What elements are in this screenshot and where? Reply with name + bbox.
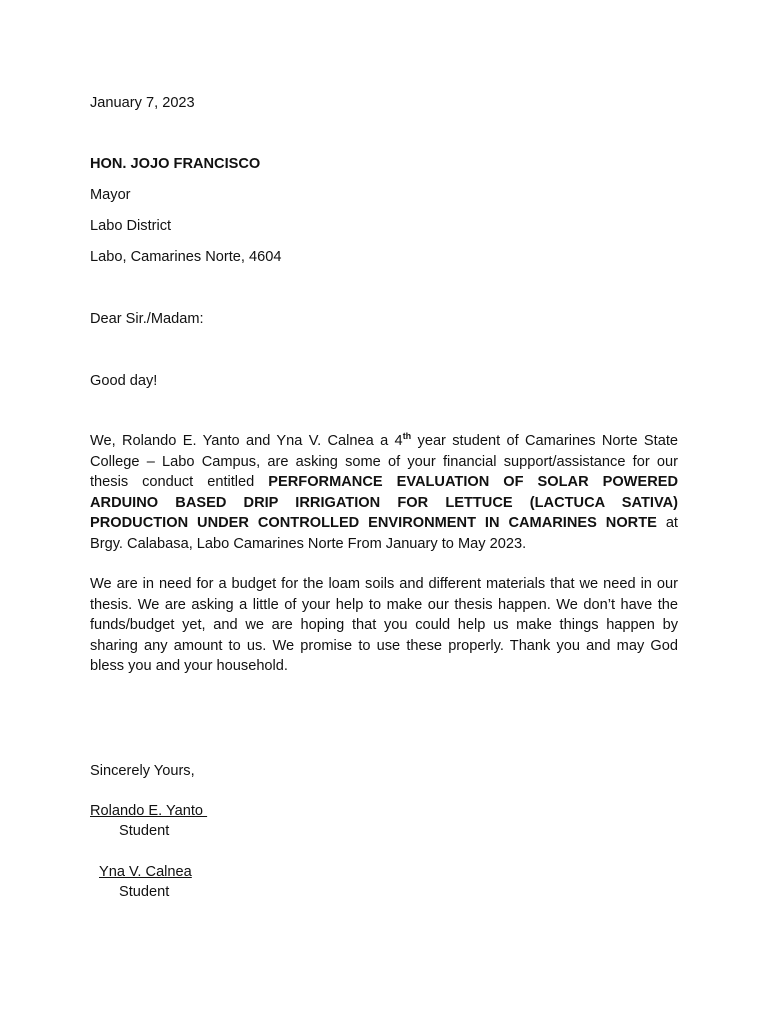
signatory-2-role: Student (119, 884, 170, 900)
signatory-2-name: Yna V. Calnea (99, 864, 192, 880)
ordinal-suffix: th (402, 431, 412, 442)
body-paragraph-1 (90, 431, 678, 555)
closing: Sincerely Yours, (90, 763, 195, 779)
salutation: Dear Sir./Madam: (90, 311, 204, 327)
body-paragraph-2: We are in need for a budget for the loam soils and different materials that we need in our thesis. We are asking a little of your help to make our thesis happen. We don’t have the funds/budget yet, and we are hoping that you could help us make things happen by sharing any amount to us. We promise to use these properly. Thank you and may God bless you and your household. (90, 576, 678, 675)
signatory-1-name: Rolando E. Yanto (90, 803, 208, 819)
recipient-title: Mayor (90, 187, 131, 203)
thesis-title: PERFORMANCE EVALUATION OF SOLAR POWERED ARDUINO BASED DRIP IRRIGATION FOR LETTUCE (LACTUCA SATIVA) PRODUCTION UNDER CONTROLLED ENVIRONMENT IN CAMARINES NORTE (90, 474, 679, 532)
signatory-1-role: Student (119, 823, 170, 839)
paragraph-1-mid: year student of Camarines Norte State College – Labo Campus, are asking some of your financial support/assistance for our thesis conduct entitled (90, 433, 678, 491)
greeting: Good day! (90, 373, 158, 389)
paragraph-1-end: at Brgy. Calabasa, Labo Camarines Norte From January to May 2023. (90, 515, 678, 552)
recipient-address: Labo, Camarines Norte, 4604 (90, 249, 282, 265)
recipient-name: HON. JOJO FRANCISCO (90, 156, 261, 172)
recipient-district: Labo District (90, 218, 172, 234)
paragraph-1-intro: We, Rolando E. Yanto and Yna V. Calnea a 4 (90, 433, 403, 449)
letter-date: January 7, 2023 (90, 95, 195, 111)
